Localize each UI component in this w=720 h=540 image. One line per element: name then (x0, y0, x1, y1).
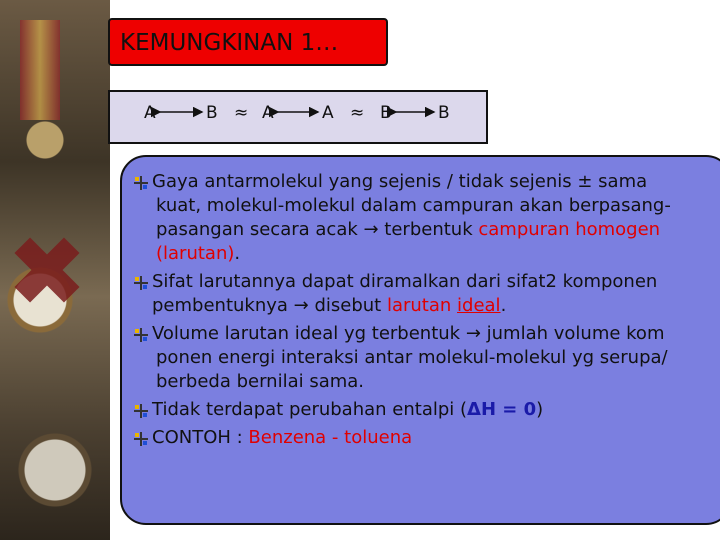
bullet-marker-icon (134, 276, 148, 290)
decorative-medals-photo (0, 0, 110, 540)
ribbon-image (20, 20, 60, 120)
bullet-marker-icon (134, 176, 148, 190)
slide-title: KEMUNGKINAN 1… (108, 18, 388, 66)
bullet-item-3: Volume larutan ideal yg terbentuk → jumlah volume kom ponen energi interaksi antar molekul-molekul yg serupa/ berbeda bernilai sama. (130, 322, 720, 394)
medal-cross-image (0, 221, 96, 320)
eq-label-a2: A (262, 103, 274, 123)
bullet-marker-icon (134, 404, 148, 418)
bullet-item-2: Sifat larutannya dapat diramalkan dari sifat2 komponen pembentuknya → disebut larutan ideal. (130, 270, 720, 318)
equation-diagram (110, 92, 490, 146)
eq-label-a1: A (144, 103, 156, 123)
bullet-marker-icon (134, 432, 148, 446)
bullet-marker-icon (134, 328, 148, 342)
bullet-item-1: Gaya antarmolekul yang sejenis / tidak sejenis ± sama kuat, molekul-molekul dalam campuran akan berpasang- pasangan secara acak → terbentuk campuran homogen (larutan). (130, 170, 720, 266)
bullet-list (130, 170, 720, 450)
eq-label-b1: B (206, 103, 218, 123)
eq-approx-1: ≈ (234, 103, 249, 123)
eq-label-a3: A (322, 103, 334, 123)
eq-label-b2: B (380, 103, 392, 123)
eq-label-b3: B (438, 103, 450, 123)
bullet-item-4: Tidak terdapat perubahan entalpi (ΔH = 0) (130, 398, 720, 422)
equation-box (108, 90, 488, 144)
bullet-item-5: CONTOH : Benzena - toluena (130, 426, 720, 450)
eq-approx-2: ≈ (350, 103, 365, 123)
